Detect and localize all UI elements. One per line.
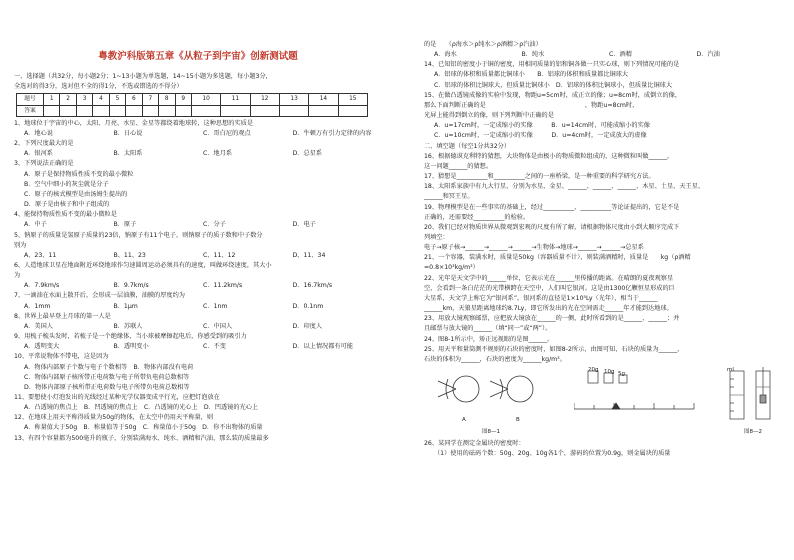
answer-option: C．11.2km/s	[203, 282, 243, 290]
answer-cell[interactable]	[142, 105, 158, 116]
text-line: 电子→原子核→______→______→______→生物体→地球→______→______→总星系	[424, 244, 644, 252]
text-line: 14、已知铝的密度小于铜的密度，用相同质量的铝和铜各做一只实心球，则下列情况可能的是	[424, 61, 680, 69]
answer-option: B．9.7km/s	[113, 282, 149, 290]
text-line: 26、某同学在测定金属块的密度时：	[424, 440, 525, 447]
answer-option: A、23、11	[24, 251, 57, 259]
answer-option: B．纯水	[521, 51, 545, 59]
answer-option: D．总星系	[292, 150, 323, 158]
left-column	[14, 0, 382, 444]
question-number-cell: 6	[126, 94, 142, 105]
answer-options	[14, 322, 382, 332]
table-row	[17, 94, 368, 105]
answer-cell[interactable]	[76, 105, 92, 116]
text-line: 17、猜想是__________和__________之间的一座桥梁，是一种重要的科学研究方法。	[424, 173, 655, 181]
text-line: A．u=17cm时，一定成缩小的实像 B．u=14cm时，可能成缩小的实像	[434, 122, 650, 130]
text-line: 23、用放大镜观察邮票，应把放大镜放在______的一侧，此时所看到的是______、______；并	[424, 315, 680, 323]
answer-options	[14, 251, 382, 261]
answer-cell[interactable]	[175, 105, 191, 116]
eye-diagram-b	[490, 376, 533, 402]
question-number-cell: 9	[175, 94, 191, 105]
answer-option: B．日心说	[113, 129, 143, 137]
text-line: 列填空：	[424, 233, 449, 241]
text-line: 16、根据德谟克利特的猜想，大块物体是由极小的物质微粒组成的，这种微粒叫做______，	[424, 152, 674, 160]
text-line: 2、下列尺度最大的是	[14, 140, 74, 148]
text-line: A．凸透镜的焦点上 B．凹透镜的焦点上 C．凸透镜的光心上 D．凹透镜的光心上	[24, 404, 259, 412]
answer-cell[interactable]	[338, 105, 367, 116]
answer-option: C．1nm	[203, 302, 228, 310]
answer-option: D．牛顿万有引力定律的内容	[292, 129, 372, 137]
weight-label: 20g	[588, 367, 599, 373]
answer-options	[424, 50, 784, 60]
answer-option: A．海水	[434, 51, 457, 59]
answer-option: B．透明变小	[113, 343, 149, 351]
figure-label-a: A	[462, 417, 466, 423]
question-number-cell: 11	[221, 94, 250, 105]
text-line: 大星系，天文学上称它为“银河系”。银河系的直径是1×10⁵Ly（光年），相当于______	[424, 294, 658, 302]
answer-option: A．银河系	[24, 150, 53, 158]
right-question-list-continued	[424, 439, 784, 459]
weight-label: 10g	[604, 369, 615, 375]
text-line: 22、光年是天文学中的______单位，它表示光在______里传播的距离。在晴朗的夏夜观察星	[424, 274, 674, 282]
text-line: 且邮票与放大镜的______（填“同一”或“两”）。	[424, 325, 552, 333]
text-line: 7、一滴油在水面上散开后，会形成一层油膜，油膜的厚度约为	[14, 292, 185, 300]
text-line: 石块的体积为______，石块的密度为______kg/m³。	[424, 355, 566, 363]
answer-option: A．透明变大	[24, 343, 60, 351]
cylinder-unit-label: ml	[727, 367, 734, 373]
answer-option: A．美国人	[24, 322, 53, 330]
text-line: ______和冥王星。	[424, 193, 474, 201]
text-line: 3、下列说法正确的是	[14, 160, 74, 168]
answer-options	[14, 220, 382, 230]
instruction-line: 一、选择题（共32分，每小题2分；1~13小题为单选题，14~15小题为多选题，每小题3分，	[14, 73, 272, 81]
answer-option: C．哥白尼的观点	[203, 129, 251, 137]
question-number-cell: 3	[76, 94, 92, 105]
answer-option: D．16.7km/s	[292, 282, 333, 290]
answer-options	[14, 342, 382, 352]
text-line: 为	[14, 272, 21, 280]
section-intro	[14, 72, 382, 92]
question-number-cell: 5	[109, 94, 125, 105]
answer-options	[14, 302, 382, 312]
text-line: 24、图8-1所示中，矫正远视眼的是图______。	[424, 335, 554, 343]
left-question-list	[14, 119, 382, 444]
weight-label: 5g	[618, 371, 625, 377]
text-line: 8、世界上最早登上月球的第一人是	[14, 312, 111, 320]
answer-cell[interactable]	[159, 105, 175, 116]
answer-cell[interactable]	[44, 105, 60, 116]
right-column	[424, 40, 784, 459]
text-line: （1）使用的砝码个数：50g、20g、10g各1个，游码的位置为0.9g，则金属块的质量	[434, 450, 671, 458]
question-number-cell: 13	[279, 94, 308, 105]
text-line: 的是 （ρ海水＞ρ纯水＞ρ酒精＞ρ汽油）	[424, 41, 542, 48]
answer-option: D．印度人	[292, 322, 323, 330]
text-line: 20、我们已经对物质世界从微观到宏观的尺度有所了解，请根据物体尺度由小到大顺序完成下	[424, 223, 680, 231]
answer-cell[interactable]	[93, 105, 109, 116]
instruction-line: 全选对的得3分，选对但不全的得1分，不选或错选的不得分）	[14, 83, 183, 91]
text-line: 10、平常说物体不带电，这是因为	[14, 353, 109, 361]
question-number-cell: 1	[44, 94, 60, 105]
text-line: 正确的，还需要经__________的检验。	[424, 213, 530, 221]
eye-diagram-a	[438, 376, 479, 402]
text-line: C．u=10cm时，一定成缩小的实像 D．u=4cm时，一定成放大的虚像	[434, 132, 647, 140]
answer-option: C．酒精	[609, 51, 632, 59]
text-line: 5、钠原子的质量是氢原子质量的23倍，钠原子有11个电子，则钠原子的质子数和中子数分	[14, 231, 263, 239]
text-line: 9、用梳子梳头发时，若梳子是一个绝缘体，当小球被摩擦起电后，你感受到的吸引力	[14, 333, 247, 341]
text-line: 别为	[14, 241, 27, 249]
figure-8-1-eyes	[438, 367, 548, 427]
score-table	[16, 93, 368, 116]
answer-option: D．汽油	[696, 51, 720, 59]
answer-option: C．不变	[203, 343, 226, 351]
text-line: 这一问题______的猜想。	[424, 162, 493, 170]
question-number-cell: 15	[338, 94, 367, 105]
text-line: D．物体内部原子核所带正电荷数与电子所带负电荷总数相等	[24, 383, 190, 391]
question-number-cell: 8	[159, 94, 175, 105]
text-line: 二、填空题（每空1分共32分）	[424, 142, 511, 150]
text-line: C．物体内部原子核所带正电荷数与电子所带负电荷总数相等	[24, 373, 190, 381]
rider-icon	[612, 403, 620, 409]
answer-option: D．0.1nm	[292, 302, 324, 310]
page-title: 粤教沪科版第五章《从粒子到宇宙》创新测试题	[98, 51, 298, 62]
answer-options	[14, 129, 382, 139]
text-line: B．空气中细小的灰尘就是分子	[24, 180, 109, 188]
answer-options	[14, 149, 382, 159]
answer-option: B．苏联人	[113, 322, 143, 330]
question-number-cell: 14	[309, 94, 338, 105]
answer-cell[interactable]	[279, 105, 308, 116]
answer-cell[interactable]	[221, 105, 250, 116]
answer-option: C、11、12	[203, 251, 236, 259]
answer-option: B．1μm	[113, 302, 138, 310]
answer-option: B、11、23	[113, 251, 146, 259]
text-line: 25、用天平和量筒测不规则的石块的密度时，如图8-2所示，由图可知，石块的质量为______，	[424, 345, 684, 353]
text-line: 12、在地球上用天平称得质量为50g的物体，在太空中仍用天平称量，则	[14, 414, 214, 422]
answer-option: A．地心说	[24, 129, 53, 137]
text-line: ______km，天狼星距离地球约8.7Ly，即它所发出的光在空间需走______年才能到达地球。	[424, 305, 673, 313]
text-line: 4、能保持物质性质不变的最小微粒是	[14, 211, 117, 219]
answer-option: B．原子	[113, 221, 137, 229]
table-row	[17, 105, 368, 116]
answer-cell[interactable]	[250, 105, 279, 116]
right-question-list	[424, 40, 784, 365]
text-line: 11、要想使小灯泡发出的光线经过某种光学仪器变成平行光，应把灯泡放在	[14, 394, 220, 401]
text-line: 21、一个容器，装满水时，质量是50kg（容器质量不计），则装满酒精时，质量是 kg（ρ酒精	[424, 254, 691, 262]
text-line: 光屏上能得到倒立的像，则下列判断中正确的是	[424, 112, 554, 120]
text-line: 1、地球位于宇宙的中心，太阳、月亮、水星、金星等都绕着地球转，这种思想的实质是	[14, 119, 254, 127]
answer-option: C．地月系	[203, 150, 233, 158]
figures-area	[424, 365, 784, 439]
text-line: C．原子的核式模型是由汤姆生提出的	[24, 190, 128, 198]
question-number-cell: 7	[142, 94, 158, 105]
answer-cell[interactable]	[109, 105, 125, 116]
answer-option: B．太阳系	[113, 150, 143, 158]
text-line: 6、人造地球卫星在地面附近环绕地球作匀速圆周运动必须具有的速度，叫做环绕速度，其大小	[14, 261, 272, 269]
text-line: 18、太阳系家族中有九大行星，分别为水星、金星、______、______、______、木星、土星、天王星、	[424, 183, 705, 191]
answer-cell[interactable]	[126, 105, 142, 116]
text-line: 13、有四个容量都为500毫升的瓶子，分别装满海水、纯水、酒精和汽油，那么装的质量最多	[14, 434, 269, 442]
stone-icon	[760, 395, 766, 403]
text-line: A．铝球的体积和质量都比铜球小 B．铝球的体积和质量都比铜球大	[434, 71, 629, 79]
table-header-cell: 答案	[17, 105, 44, 116]
answer-option: A．7.9km/s	[24, 282, 60, 290]
text-line: A．物体内部原子个数与电子个数相等 B．物体内部没有电荷	[24, 363, 194, 371]
figure-caption-8-2: 图8—2	[744, 429, 762, 435]
text-line: 空，会看到一条白茫茫的光带横跨在天空中，人们叫它银河。这是由1300亿颗恒星形成的巨	[424, 284, 675, 292]
text-line: A．称量值大于50g B．称量值等于50g C．称量值小于50g D．你不出物体的质量	[24, 424, 263, 432]
answer-option: C．中国人	[203, 322, 233, 330]
answer-option: A．中子	[24, 221, 47, 229]
answer-cell[interactable]	[309, 105, 338, 116]
figure-caption-8-1: 图8—1	[482, 429, 500, 435]
answer-option: D．以上情况都有可能	[292, 343, 353, 351]
table-header-cell: 题号	[17, 94, 44, 105]
answer-option: D．电子	[292, 221, 316, 229]
answer-option: D、11、34	[292, 251, 326, 259]
answer-options	[14, 281, 382, 291]
text-line: C．铝球的体积比铜球大，但质量比铜球小 D．铝球的体积比铜球小，但质量比铜球大	[434, 81, 673, 89]
question-number-cell: 12	[250, 94, 279, 105]
text-line: D．原子是由核子和中子组成的	[24, 201, 110, 209]
answer-option: A．1mm	[24, 302, 51, 310]
figure-label-b: B	[516, 417, 520, 423]
text-line: 15、在做凸透镜成像的实验中发现，物距u=5cm时，成正立的像；u=8cm时，成倒立的像，	[424, 91, 682, 99]
question-number-cell: 2	[60, 94, 76, 105]
text-line: =0.8×10³kg/m³）	[424, 264, 479, 272]
answer-cell[interactable]	[191, 105, 220, 116]
question-number-cell: 10	[191, 94, 220, 105]
text-line: 19、物理模型是在一些事实的基础上，经过__________、__________等论证提出的，它是不是	[424, 203, 680, 211]
answer-option: C．分子	[203, 221, 226, 229]
answer-cell[interactable]	[60, 105, 76, 116]
question-number-cell: 4	[93, 94, 109, 105]
text-line: A．原子是保持物质性质不变的最小微粒	[24, 170, 134, 178]
text-line: 那么下面判断正确的是 ，物距u=8cm时，	[424, 101, 639, 109]
